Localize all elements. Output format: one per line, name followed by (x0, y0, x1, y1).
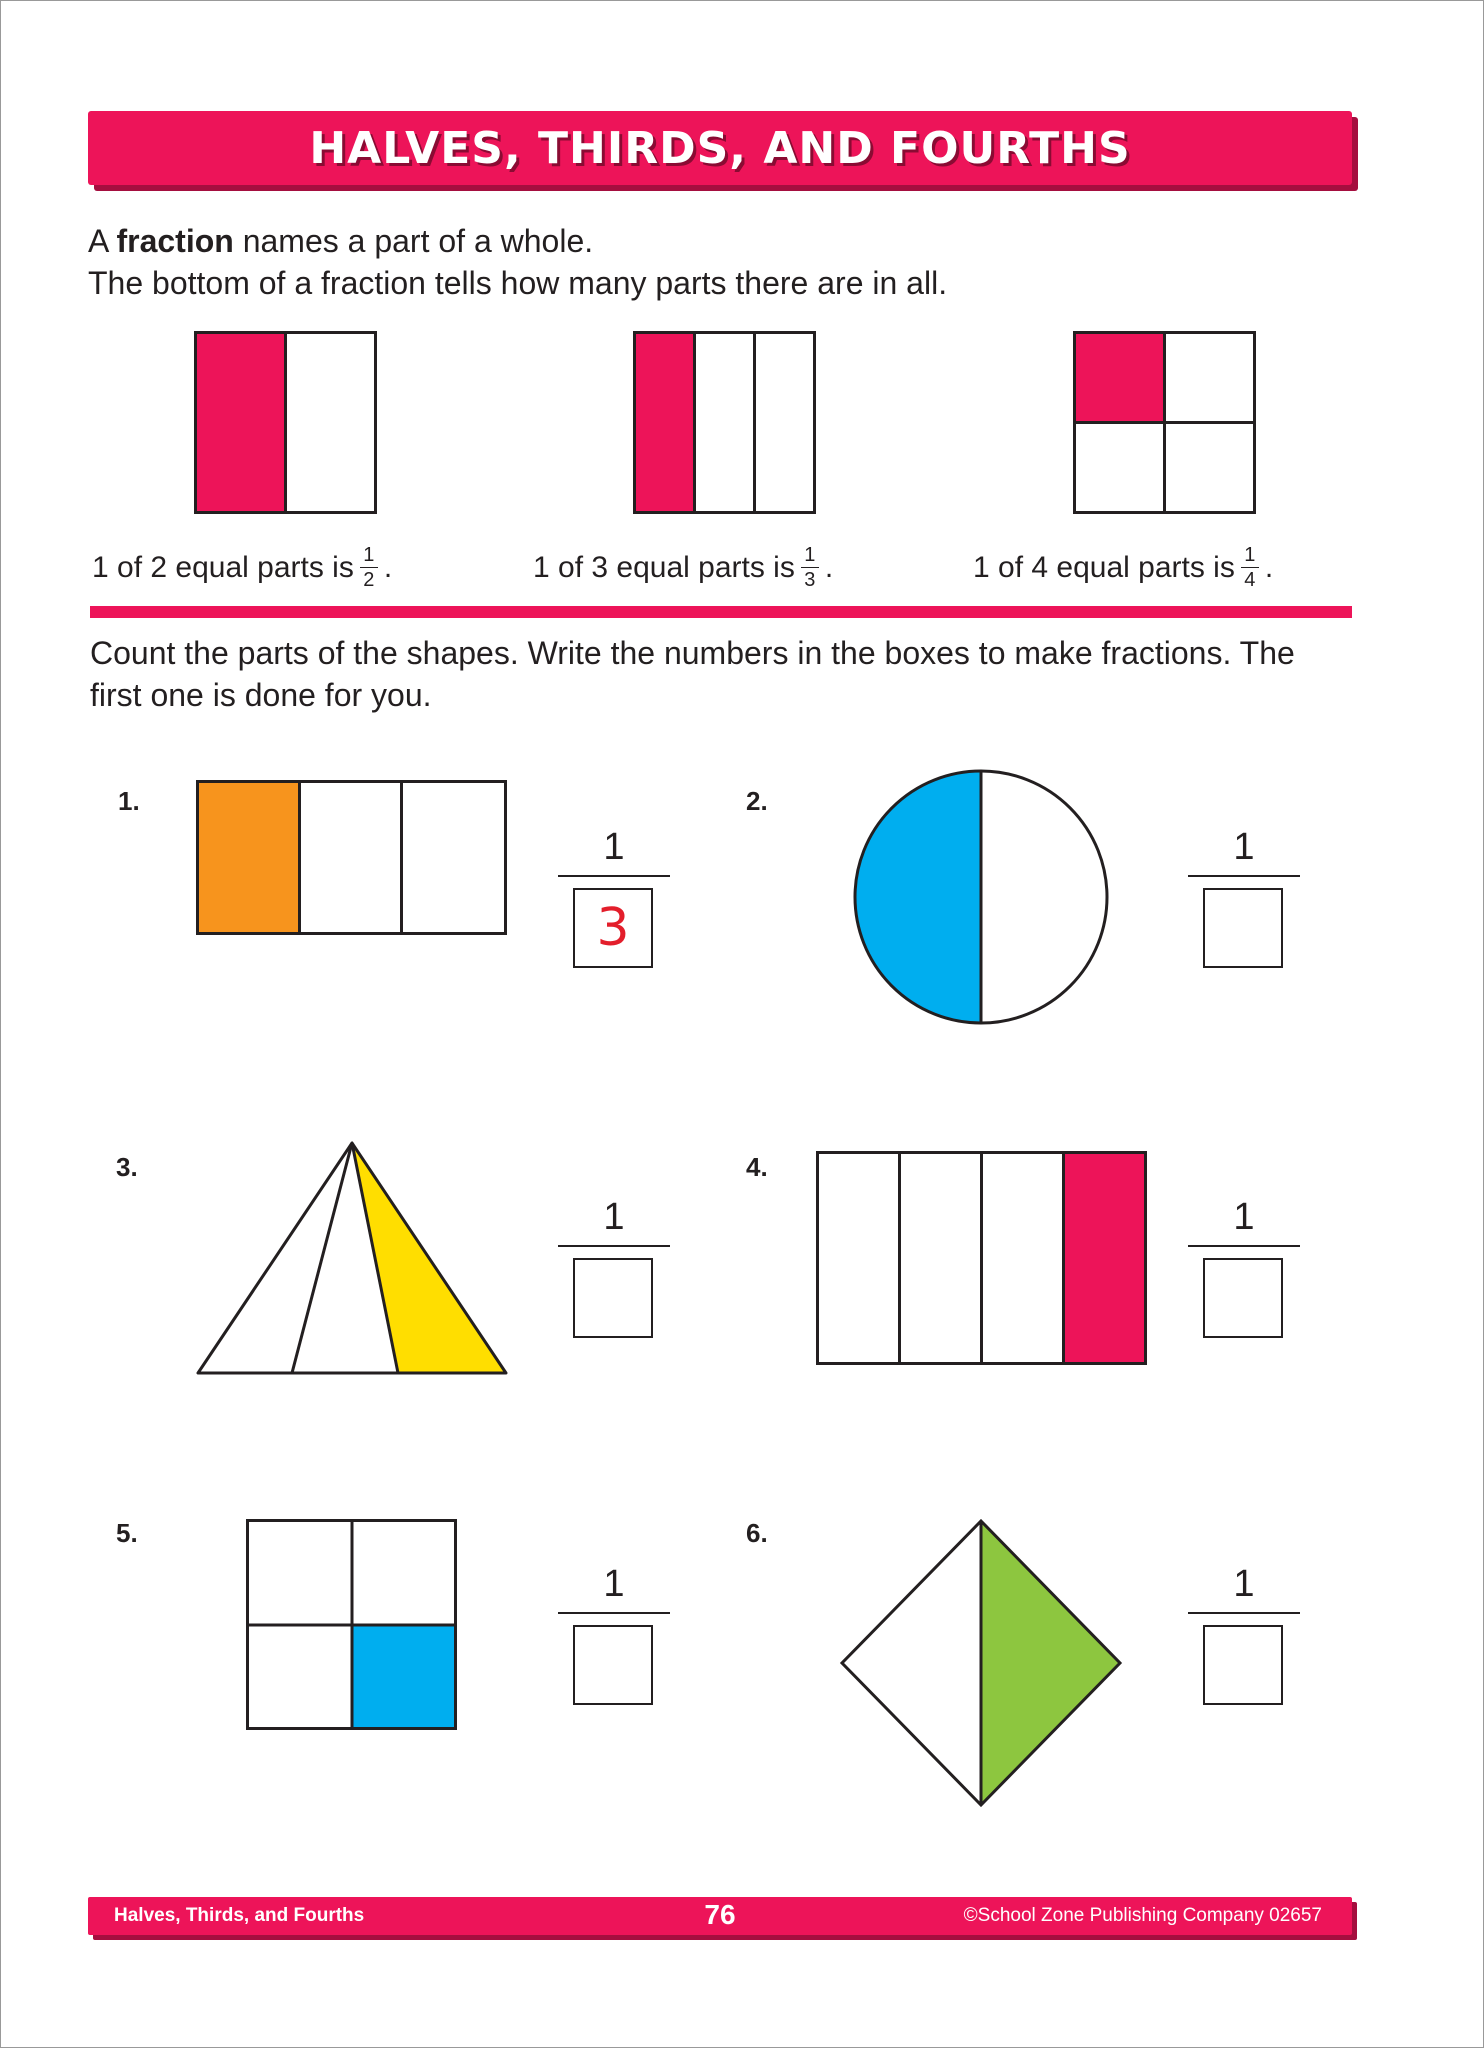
example-text: 1 of 2 equal parts is (92, 550, 354, 584)
problem-5-fraction (558, 1563, 670, 1667)
problem-5-number: 5. (116, 1518, 138, 1548)
fraction-bar (558, 1245, 670, 1247)
intro-text (88, 220, 947, 304)
title-banner (88, 111, 1352, 185)
example-figure-thirds (633, 331, 817, 515)
intro-suffix: names a part of a whole. (233, 223, 594, 259)
problem-4-number: 4. (746, 1152, 768, 1182)
fraction-bar (1188, 875, 1300, 877)
problem-4-shape (816, 1151, 1148, 1365)
problem-4-fraction (1188, 1196, 1300, 1300)
page-number: 76 (704, 1899, 736, 1930)
answer-box[interactable] (573, 1258, 653, 1338)
answer-box[interactable] (573, 1625, 653, 1705)
period: . (1264, 550, 1274, 584)
fraction-one-fourth (1241, 545, 1259, 590)
numerator: 1 (363, 544, 375, 566)
section-divider (90, 606, 1352, 618)
problem-6-number: 6. (746, 1518, 768, 1548)
numerator: 1 (603, 826, 625, 868)
numerator: 1 (1233, 826, 1255, 868)
page-title: HALVES, THIRDS, AND FOURTHS (309, 122, 1131, 174)
example-label-thirds (533, 545, 833, 590)
problem-3-shape (196, 1140, 508, 1376)
problem-1-fraction (558, 826, 670, 958)
numerator: 1 (1233, 1563, 1255, 1605)
numerator: 1 (804, 544, 816, 566)
answer-box[interactable] (1203, 1258, 1283, 1338)
fraction-bar (1188, 1245, 1300, 1247)
problem-1-number: 1. (118, 786, 140, 816)
problem-6-fraction (1188, 1563, 1300, 1667)
fraction-one-half (360, 545, 378, 590)
intro-line-1 (88, 220, 947, 262)
example-text: 1 of 4 equal parts is (973, 550, 1235, 584)
fraction-bar (558, 875, 670, 877)
answer-box[interactable] (1203, 1625, 1283, 1705)
numerator: 1 (1244, 544, 1256, 566)
problem-2-number: 2. (746, 786, 768, 816)
denominator: 4 (1244, 569, 1256, 591)
problem-1-shape (196, 780, 508, 936)
intro-prefix: A (88, 223, 117, 259)
example-text: 1 of 3 equal parts is (533, 550, 795, 584)
example-figure-halves (194, 331, 378, 515)
answer-box[interactable]: 3 (573, 888, 653, 968)
problem-6-shape (840, 1519, 1122, 1807)
problem-3-fraction (558, 1196, 670, 1300)
example-figure-fourths (1073, 331, 1257, 515)
problem-2-fraction (1188, 826, 1300, 930)
example-label-halves (92, 545, 392, 590)
fraction-one-third (801, 545, 819, 590)
period: . (383, 550, 393, 584)
numerator: 1 (1233, 1196, 1255, 1238)
instructions: Count the parts of the shapes. Write the numbers in the boxes to make fractions. The first one is done for you. (90, 635, 1295, 713)
footer-bar (88, 1897, 1352, 1935)
denominator: 3 (804, 569, 816, 591)
numerator: 1 (603, 1196, 625, 1238)
intro-line-2: The bottom of a fraction tells how many parts there are in all. (88, 265, 948, 301)
numerator: 1 (603, 1563, 625, 1605)
problem-5-shape (246, 1519, 458, 1731)
denominator: 2 (363, 569, 375, 591)
problem-2-shape (853, 769, 1109, 1025)
footer-section-title: Halves, Thirds, and Fourths (114, 1905, 365, 1926)
copyright: ©School Zone Publishing Company 02657 (963, 1905, 1322, 1926)
fraction-bar (1188, 1612, 1300, 1614)
bold-term: fraction (116, 223, 234, 259)
problem-3-number: 3. (116, 1152, 138, 1182)
period: . (824, 550, 834, 584)
example-label-fourths (973, 545, 1273, 590)
fraction-bar (558, 1612, 670, 1614)
answer-box[interactable] (1203, 888, 1283, 968)
